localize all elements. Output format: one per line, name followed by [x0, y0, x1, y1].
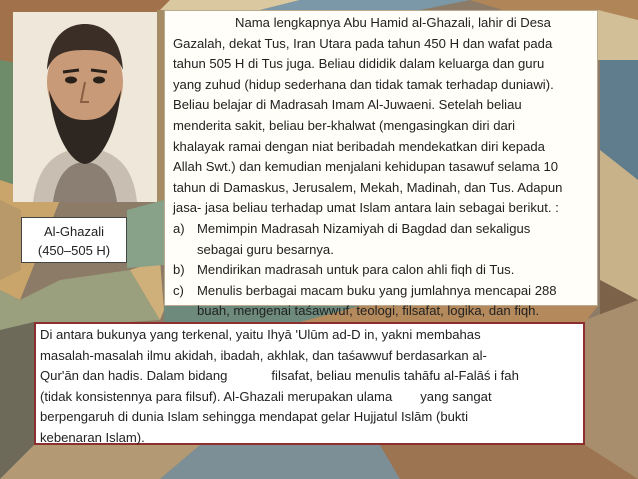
books-line-part: filsafat, beliau menulis tahāfu al-Falāś i fah: [271, 368, 519, 383]
books-line-part: yang sangat: [420, 388, 492, 404]
books-line: masalah-masalah ilmu akidah, ibadah, akhlak, dan taśawwuf berdasarkan al-: [40, 347, 487, 363]
books-line: [40, 387, 579, 408]
portrait-image: [13, 12, 157, 202]
al-ghazali-portrait-illustration: [13, 12, 157, 202]
list-item: [173, 219, 589, 260]
books-line: Di antara bukunya yang terkenal, yaitu Ihyā 'Ulūm ad-D in, yakni membahas: [40, 327, 481, 342]
list-item-text: Mendirikan madrasah untuk para calon ahli fiqh di Tus.: [197, 262, 515, 278]
biography-line: tahun di Damaskus, Jerusalem, Mekah, Madinah, dan Tus. Adapun: [173, 179, 563, 195]
biography-line: Allah Swt.) dan kemudian menjalani kehidupan tasawuf selama 10: [173, 159, 559, 175]
biography-line: tahun 505 H di Tus juga. Beliau dididik dalam keluarga dan guru: [173, 56, 545, 72]
biography-line: Beliau belajar di Madrasah Imam Al-Juwaeni. Setelah beliau: [173, 97, 522, 113]
portrait-caption: [21, 217, 127, 263]
books-line: [40, 366, 579, 387]
list-item: [173, 260, 589, 281]
biography-line: yang zuhud (hidup sederhana dan tidak tamak terhadap duniawi).: [173, 76, 554, 92]
contributions-list: [173, 219, 589, 322]
biography-line: Gazalah, dekat Tus, Iran Utara pada tahun 450 H dan wafat pada: [173, 35, 553, 51]
biography-line: khalayak ramai dengan niat beribadah mendekatkan diri kepada: [173, 138, 545, 154]
list-item-text: Memimpin Madrasah Nizamiyah di Bagdad dan sekaligus: [197, 220, 531, 236]
list-marker: c): [173, 282, 184, 298]
books-line: berpengaruh di dunia Islam sehingga mendapat gelar Hujjatul Islām (bukti: [40, 409, 468, 424]
biography-line: jasa- jasa beliau terhadap umat Islam antara lain sebagai berikut. :: [173, 200, 559, 216]
biography-line: menderita sakit, beliau ber-khalwat (mengasingkan diri dari: [173, 117, 516, 133]
list-item-text: sebagai guru besarnya.: [197, 241, 334, 257]
biography-text-box: [164, 10, 598, 319]
list-item-text: buah, mengenai taśawwuf, teologi, filsafat, logika, dan fiqh.: [197, 303, 540, 319]
caption-dates: (450–505 H): [37, 243, 111, 258]
list-marker: b): [173, 262, 185, 278]
list-marker: a): [173, 220, 185, 236]
books-line: kebenaran Islam).: [40, 429, 145, 445]
caption-name: Al-Ghazali: [44, 224, 104, 239]
list-item-text: Menulis berbagai macam buku yang jumlahnya mencapai 288: [197, 282, 557, 298]
list-item: [173, 281, 589, 322]
biography-line: Nama lengkapnya Abu Hamid al-Ghazali, lahir di Desa: [235, 15, 551, 30]
books-line-part: Qur'ān dan hadis. Dalam bidang: [40, 368, 228, 383]
books-text-box: [34, 322, 585, 445]
books-line-part: (tidak konsistennya para filsuf). Al-Ghazali merupakan ulama: [40, 388, 393, 404]
